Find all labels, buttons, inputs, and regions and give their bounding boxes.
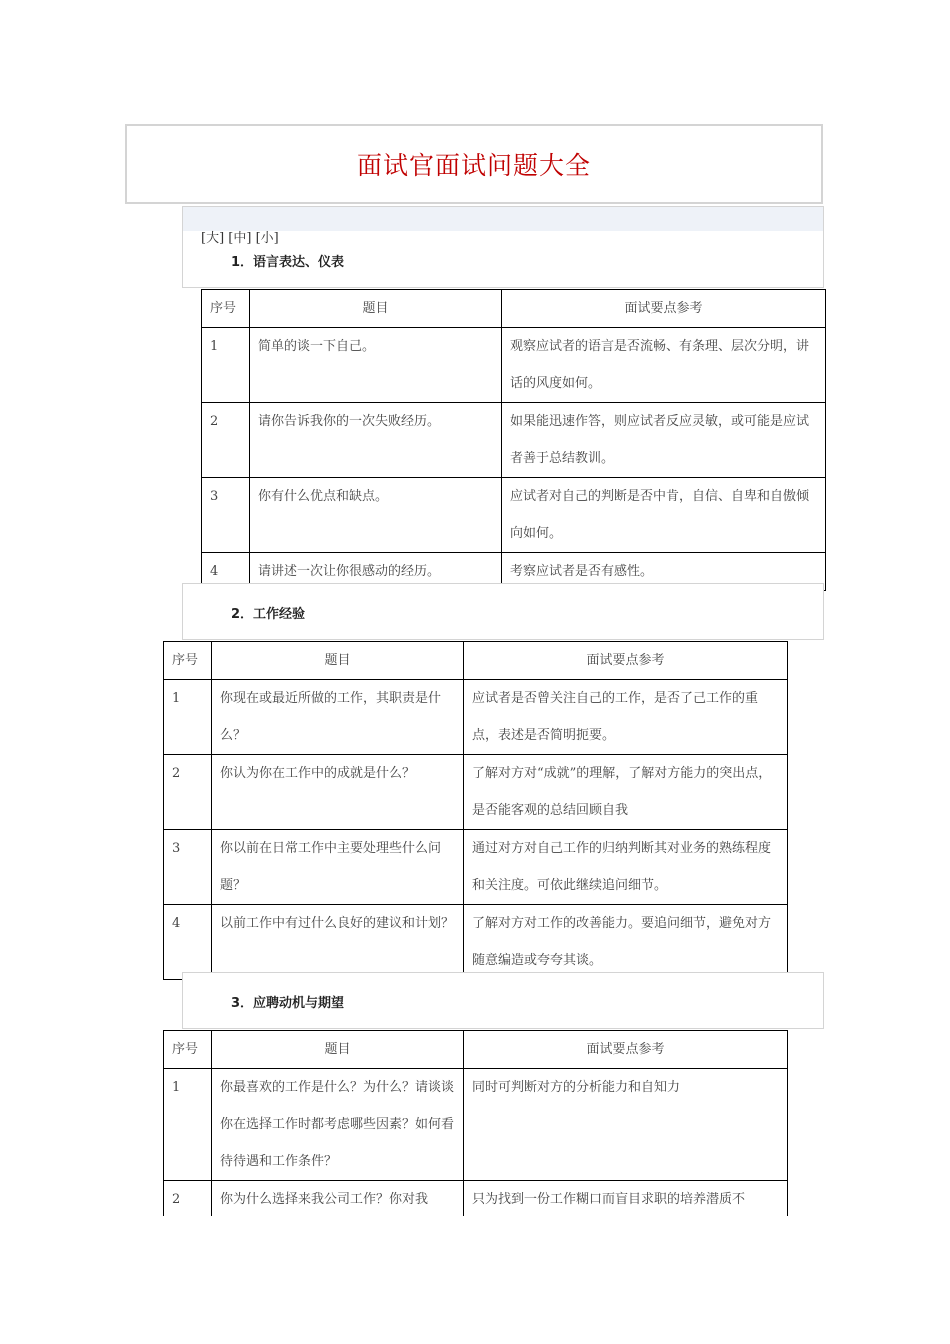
row-question: 请讲述一次让你很感动的经历。 — [250, 553, 502, 591]
font-size-small-link[interactable]: [小] — [255, 231, 279, 246]
page-title: 面试官面试问题大全 — [356, 151, 591, 180]
header-strip — [183, 207, 823, 231]
row-reference: 应试者是否曾关注自己的工作，是否了己工作的重点，表述是否简明扼要。 — [464, 680, 788, 755]
section-3-header — [182, 972, 824, 1029]
header-no: 序号 — [164, 1031, 212, 1069]
row-question: 你有什么优点和缺点。 — [250, 478, 502, 553]
row-question: 请你告诉我你的一次失败经历。 — [250, 403, 502, 478]
row-reference: 只为找到一份工作糊口而盲目求职的培养潜质不 — [464, 1181, 788, 1217]
row-reference: 如果能迅速作答，则应试者反应灵敏，或可能是应试者善于总结教训。 — [502, 403, 826, 478]
section-3-table — [163, 1030, 788, 1216]
row-no: 1 — [164, 680, 212, 755]
table-row — [164, 905, 788, 980]
row-no: 1 — [202, 328, 250, 403]
row-question: 以前工作中有过什么良好的建议和计划？ — [212, 905, 464, 980]
font-size-medium-link[interactable]: [中] — [228, 231, 252, 246]
section-title: 3．应聘动机与期望 — [231, 996, 345, 1011]
row-reference: 通过对方对自己工作的归纳判断其对业务的熟练程度和关注度。可依此继续追问细节。 — [464, 830, 788, 905]
row-reference: 考察应试者是否有感性。 — [502, 553, 826, 591]
table-row — [164, 830, 788, 905]
row-no: 4 — [164, 905, 212, 980]
table-header-row — [164, 1031, 788, 1069]
table-row — [202, 478, 826, 553]
table-row — [164, 1069, 788, 1181]
table-row — [164, 680, 788, 755]
row-no: 3 — [202, 478, 250, 553]
row-question: 你以前在日常工作中主要处理些什么问题？ — [212, 830, 464, 905]
header-no: 序号 — [164, 642, 212, 680]
header-no: 序号 — [202, 290, 250, 328]
row-question: 你为什么选择来我公司工作？你对我 — [212, 1181, 464, 1217]
header-question: 题目 — [212, 642, 464, 680]
title-box — [125, 124, 823, 204]
table-row — [202, 328, 826, 403]
row-reference: 了解对方对“成就”的理解，了解对方能力的突出点，是否能客观的总结回顾自我 — [464, 755, 788, 830]
row-no: 4 — [202, 553, 250, 591]
row-reference: 同时可判断对方的分析能力和自知力 — [464, 1069, 788, 1181]
row-no: 2 — [164, 755, 212, 830]
row-no: 1 — [164, 1069, 212, 1181]
row-no: 3 — [164, 830, 212, 905]
row-no: 2 — [202, 403, 250, 478]
table-row — [164, 755, 788, 830]
header-reference: 面试要点参考 — [464, 1031, 788, 1069]
table-row — [164, 1181, 788, 1217]
row-question: 你认为你在工作中的成就是什么？ — [212, 755, 464, 830]
row-reference: 了解对方对工作的改善能力。要追问细节，避免对方随意编造或夸夸其谈。 — [464, 905, 788, 980]
row-question: 你最喜欢的工作是什么？为什么？请谈谈你在选择工作时都考虑哪些因素？如何看待待遇和工作条件？ — [212, 1069, 464, 1181]
header-reference: 面试要点参考 — [464, 642, 788, 680]
row-no: 2 — [164, 1181, 212, 1217]
section-1-table — [201, 289, 826, 591]
section-title: 2．工作经验 — [231, 607, 306, 622]
section-3-table-clip — [150, 1030, 810, 1216]
font-size-switcher — [201, 227, 279, 246]
header-reference: 面试要点参考 — [502, 290, 826, 328]
header-question: 题目 — [250, 290, 502, 328]
section-1-header — [182, 206, 824, 288]
section-title: 1．语言表达、仪表 — [231, 255, 345, 270]
row-question: 你现在或最近所做的工作，其职责是什么？ — [212, 680, 464, 755]
table-header-row — [202, 290, 826, 328]
header-question: 题目 — [212, 1031, 464, 1069]
row-reference: 应试者对自己的判断是否中肯，自信、自卑和自傲倾向如何。 — [502, 478, 826, 553]
section-2-header — [182, 583, 824, 640]
row-reference: 观察应试者的语言是否流畅、有条理、层次分明，讲话的风度如何。 — [502, 328, 826, 403]
row-question: 简单的谈一下自己。 — [250, 328, 502, 403]
table-row — [202, 403, 826, 478]
font-size-large-link[interactable]: [大] — [201, 231, 225, 246]
section-2-table — [163, 641, 788, 980]
table-header-row — [164, 642, 788, 680]
